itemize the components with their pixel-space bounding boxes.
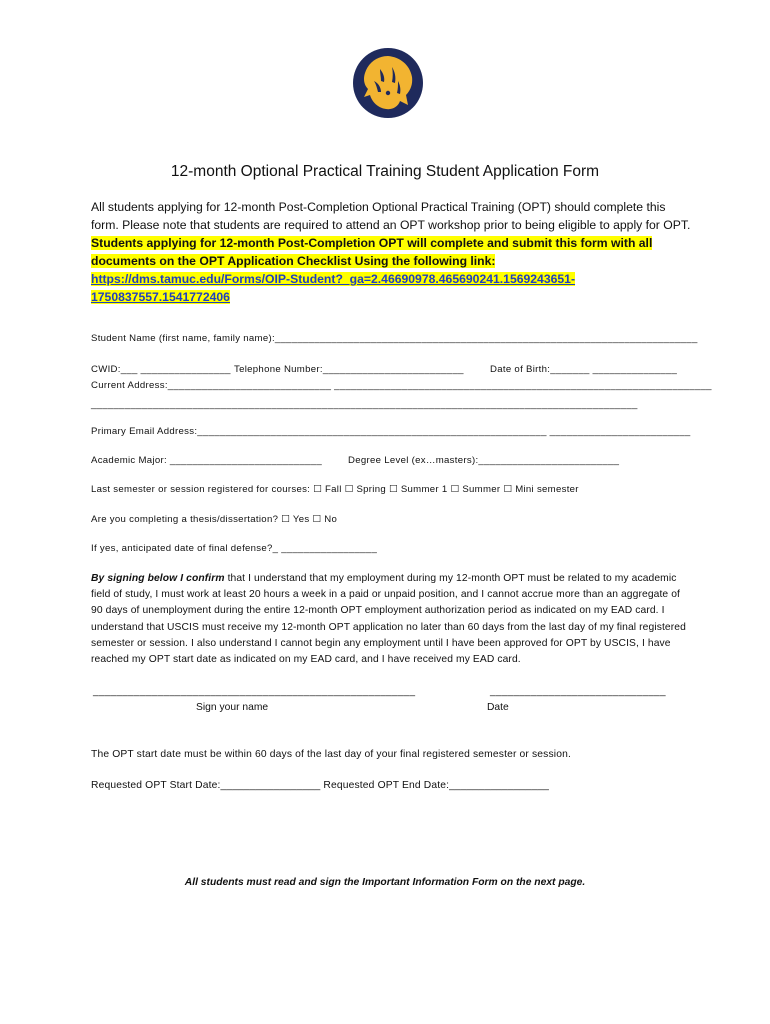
confirmation-paragraph bbox=[91, 571, 691, 668]
lion-head-logo bbox=[352, 47, 424, 119]
semester-checkboxes[interactable]: Last semester or session registered for courses: ☐ Fall ☐ Spring ☐ Summer 1 ☐ Summer ☐ Mini semester bbox=[91, 484, 579, 495]
date-line[interactable]: ______________________________ bbox=[490, 686, 666, 697]
contact-row bbox=[91, 364, 678, 375]
address-line2-field[interactable]: _________________________________________________________________________________________________ bbox=[91, 399, 638, 410]
defense-date-field[interactable]: If yes, anticipated date of final defense?_ _________________ bbox=[91, 543, 378, 554]
major-field[interactable]: Academic Major: ___________________________ bbox=[91, 455, 323, 466]
footer-note: All students must read and sign the Important Information Form on the next page. bbox=[184, 877, 586, 888]
confirmation-lead: By signing below I confirm bbox=[91, 573, 225, 584]
student-name-field[interactable]: Student Name (first name, family name):___________________________________________________________________________ bbox=[91, 333, 698, 344]
date-label: Date bbox=[487, 702, 509, 713]
dob-field[interactable]: Date of Birth:_______ _______________ bbox=[490, 364, 678, 375]
address-field[interactable]: Current Address:_____________________________ ___________________________________________________________________ bbox=[91, 380, 712, 391]
intro-highlight bbox=[91, 236, 652, 304]
signature-label: Sign your name bbox=[196, 702, 269, 713]
intro-paragraph bbox=[91, 198, 691, 306]
confirmation-text: that I understand that my employment during my 12-month OPT must be related to my academic field of study, I must work at least 20 hours a week in a paid or unpaid position, and I cannot accrue more than an aggregate of 90 days of unemployment during the entire 12-month OPT employment authorization period as indicated on my EAD card. I understand that USCIS must receive my 12-month OPT application no later than 60 days from the last day of my final registered semester or session. I also understand I cannot begin any employment until I have been approved for OPT by USCIS, I have reached my OPT start date as indicated on my EAD card, and I have received my EAD card. bbox=[91, 573, 686, 666]
intro-text: All students applying for 12-month Post-Completion Optional Practical Training (OPT) should complete this form. Please note that students are required to attend an OPT workshop prior to being eligible to apply for OPT. bbox=[91, 200, 691, 232]
page-title: 12-month Optional Practical Training Student Application Form bbox=[170, 163, 600, 180]
requested-start-field[interactable]: Requested OPT Start Date:_________________ bbox=[91, 780, 321, 791]
opt-start-note: The OPT start date must be within 60 days of the last day of your final registered semester or session. bbox=[91, 749, 571, 760]
telephone-field[interactable]: Telephone Number:_________________________ bbox=[234, 364, 464, 375]
email-field[interactable]: Primary Email Address:______________________________________________________________ _________________________ bbox=[91, 426, 691, 437]
signature-line[interactable]: _______________________________________________________ bbox=[93, 686, 416, 697]
intro-highlight-text: Students applying for 12-month Post-Completion OPT will complete and submit this form with all documents on the OPT Application Checklist Using the following link: bbox=[91, 236, 653, 268]
requested-dates-row bbox=[91, 780, 549, 791]
academic-row bbox=[91, 455, 620, 466]
requested-end-field[interactable]: Requested OPT End Date:_________________ bbox=[323, 780, 550, 791]
cwid-field[interactable]: CWID:___ ________________ bbox=[91, 364, 231, 375]
application-link[interactable]: https://dms.tamuc.edu/Forms/OIP-Student?_ga=2.46690978.465690241.1569243651-1750837557.1541772406 bbox=[91, 272, 576, 304]
degree-field[interactable]: Degree Level (ex…masters):_________________________ bbox=[348, 455, 620, 466]
thesis-checkboxes[interactable]: Are you completing a thesis/dissertation? ☐ Yes ☐ No bbox=[91, 514, 338, 525]
